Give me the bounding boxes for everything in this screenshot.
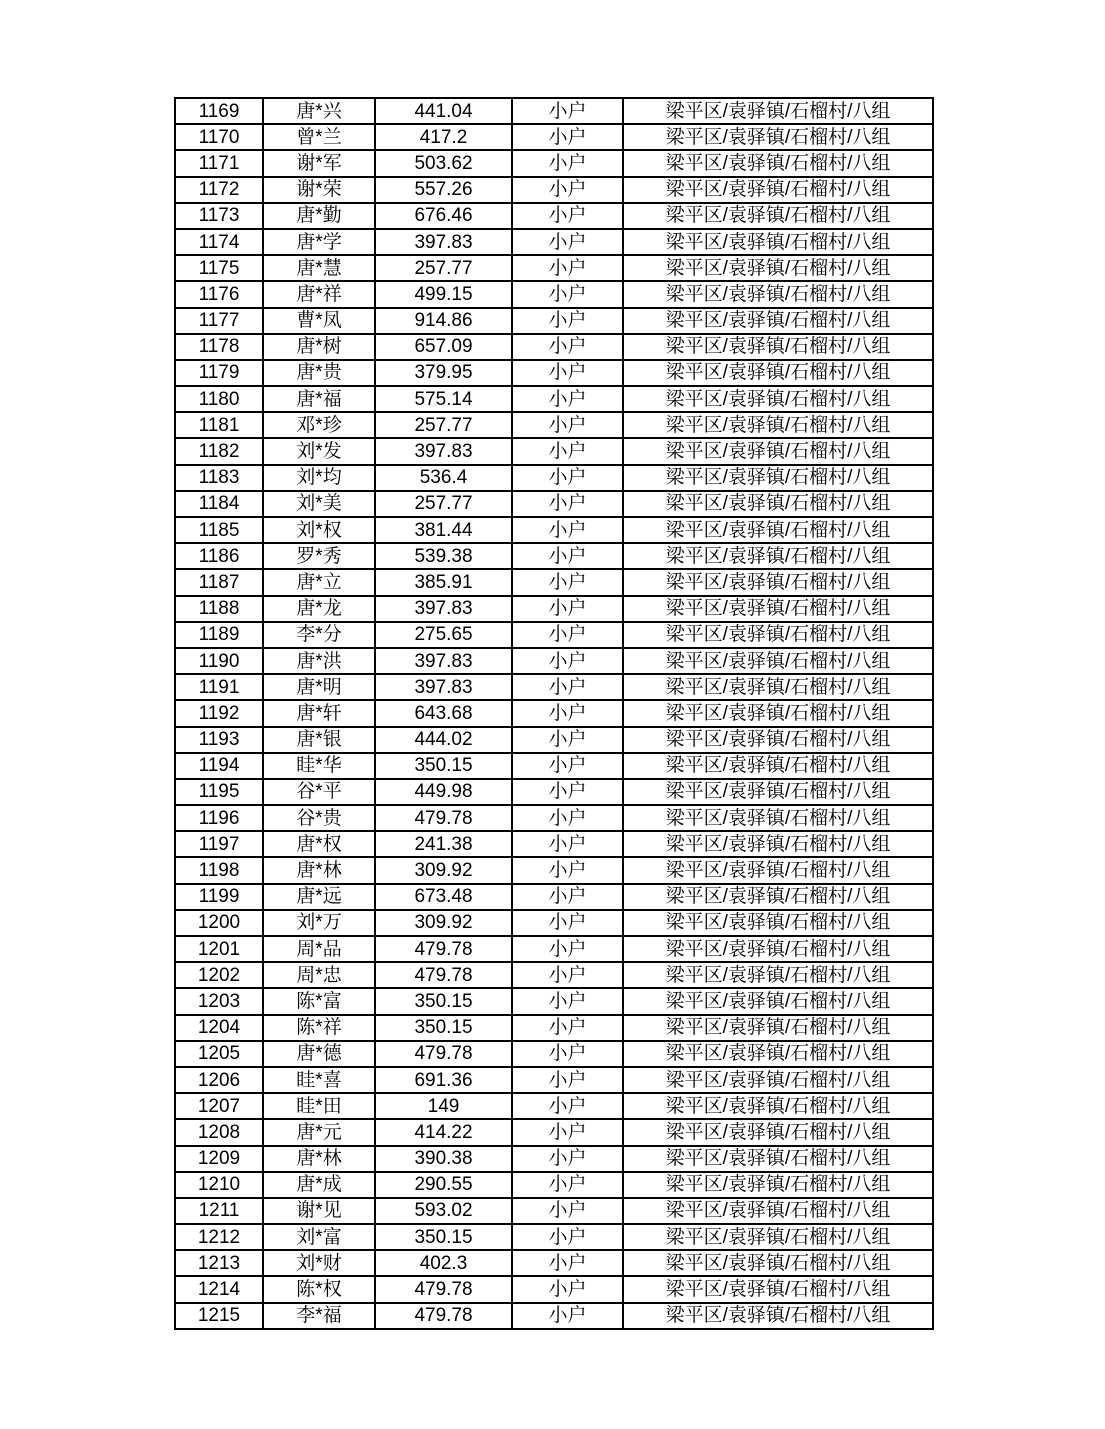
table-row [175, 203, 933, 229]
cell-region-path: 梁平区/袁驿镇/石榴村/八组 [623, 1067, 933, 1093]
cell-household-type: 小户 [512, 988, 623, 1014]
cell-household-type: 小户 [512, 727, 623, 753]
table-row [175, 438, 933, 464]
cell-masked-name: 唐*贵 [263, 360, 375, 386]
table-row [175, 517, 933, 543]
cell-household-type: 小户 [512, 281, 623, 307]
cell-amount: 676.46 [375, 203, 512, 229]
cell-masked-name: 曾*兰 [263, 124, 375, 150]
cell-household-type: 小户 [512, 1015, 623, 1041]
cell-amount: 499.15 [375, 281, 512, 307]
table-row [175, 884, 933, 910]
cell-amount: 539.38 [375, 543, 512, 569]
table-row [175, 229, 933, 255]
cell-serial-number: 1200 [175, 910, 263, 936]
cell-region-path: 梁平区/袁驿镇/石榴村/八组 [623, 569, 933, 595]
cell-serial-number: 1191 [175, 674, 263, 700]
cell-serial-number: 1188 [175, 596, 263, 622]
cell-masked-name: 周*品 [263, 936, 375, 962]
cell-household-type: 小户 [512, 648, 623, 674]
cell-amount: 479.78 [375, 1041, 512, 1067]
cell-serial-number: 1207 [175, 1093, 263, 1119]
cell-region-path: 梁平区/袁驿镇/石榴村/八组 [623, 465, 933, 491]
cell-masked-name: 李*分 [263, 622, 375, 648]
cell-serial-number: 1212 [175, 1224, 263, 1250]
table-row [175, 1119, 933, 1145]
cell-amount: 379.95 [375, 360, 512, 386]
cell-masked-name: 刘*财 [263, 1250, 375, 1276]
table-row [175, 910, 933, 936]
cell-masked-name: 唐*元 [263, 1119, 375, 1145]
cell-serial-number: 1215 [175, 1303, 263, 1329]
cell-serial-number: 1206 [175, 1067, 263, 1093]
cell-region-path: 梁平区/袁驿镇/石榴村/八组 [623, 962, 933, 988]
cell-household-type: 小户 [512, 203, 623, 229]
cell-masked-name: 唐*洪 [263, 648, 375, 674]
cell-masked-name: 刘*均 [263, 465, 375, 491]
cell-household-type: 小户 [512, 1041, 623, 1067]
cell-amount: 593.02 [375, 1198, 512, 1224]
cell-serial-number: 1201 [175, 936, 263, 962]
cell-amount: 397.83 [375, 229, 512, 255]
cell-serial-number: 1213 [175, 1250, 263, 1276]
table-row [175, 831, 933, 857]
cell-masked-name: 唐*学 [263, 229, 375, 255]
cell-household-type: 小户 [512, 150, 623, 176]
cell-serial-number: 1203 [175, 988, 263, 1014]
cell-region-path: 梁平区/袁驿镇/石榴村/八组 [623, 1041, 933, 1067]
cell-household-type: 小户 [512, 98, 623, 124]
cell-region-path: 梁平区/袁驿镇/石榴村/八组 [623, 753, 933, 779]
cell-amount: 557.26 [375, 177, 512, 203]
cell-amount: 503.62 [375, 150, 512, 176]
cell-household-type: 小户 [512, 360, 623, 386]
cell-masked-name: 唐*慧 [263, 255, 375, 281]
cell-household-type: 小户 [512, 1119, 623, 1145]
cell-masked-name: 唐*权 [263, 831, 375, 857]
cell-household-type: 小户 [512, 910, 623, 936]
cell-serial-number: 1184 [175, 491, 263, 517]
cell-amount: 479.78 [375, 1303, 512, 1329]
cell-masked-name: 唐*福 [263, 386, 375, 412]
cell-region-path: 梁平区/袁驿镇/石榴村/八组 [623, 229, 933, 255]
cell-serial-number: 1189 [175, 622, 263, 648]
cell-amount: 479.78 [375, 805, 512, 831]
cell-serial-number: 1180 [175, 386, 263, 412]
cell-region-path: 梁平区/袁驿镇/石榴村/八组 [623, 1198, 933, 1224]
cell-masked-name: 唐*轩 [263, 700, 375, 726]
cell-masked-name: 唐*树 [263, 334, 375, 360]
cell-serial-number: 1208 [175, 1119, 263, 1145]
cell-serial-number: 1192 [175, 700, 263, 726]
table-row [175, 1146, 933, 1172]
cell-amount: 309.92 [375, 910, 512, 936]
cell-household-type: 小户 [512, 569, 623, 595]
cell-masked-name: 陈*祥 [263, 1015, 375, 1041]
table-row [175, 1303, 933, 1329]
cell-amount: 275.65 [375, 622, 512, 648]
cell-region-path: 梁平区/袁驿镇/石榴村/八组 [623, 308, 933, 334]
cell-serial-number: 1194 [175, 753, 263, 779]
table-row [175, 988, 933, 1014]
cell-amount: 257.77 [375, 255, 512, 281]
cell-household-type: 小户 [512, 1224, 623, 1250]
cell-household-type: 小户 [512, 412, 623, 438]
cell-serial-number: 1175 [175, 255, 263, 281]
cell-masked-name: 刘*万 [263, 910, 375, 936]
table-row [175, 1224, 933, 1250]
cell-household-type: 小户 [512, 700, 623, 726]
table-row [175, 1015, 933, 1041]
cell-masked-name: 谢*见 [263, 1198, 375, 1224]
cell-serial-number: 1190 [175, 648, 263, 674]
cell-region-path: 梁平区/袁驿镇/石榴村/八组 [623, 596, 933, 622]
table-row [175, 255, 933, 281]
cell-region-path: 梁平区/袁驿镇/石榴村/八组 [623, 1224, 933, 1250]
cell-masked-name: 唐*远 [263, 884, 375, 910]
cell-region-path: 梁平区/袁驿镇/石榴村/八组 [623, 543, 933, 569]
cell-region-path: 梁平区/袁驿镇/石榴村/八组 [623, 936, 933, 962]
cell-masked-name: 眭*华 [263, 753, 375, 779]
cell-serial-number: 1193 [175, 727, 263, 753]
table-row [175, 360, 933, 386]
cell-masked-name: 刘*发 [263, 438, 375, 464]
table-row [175, 1041, 933, 1067]
cell-amount: 673.48 [375, 884, 512, 910]
cell-household-type: 小户 [512, 962, 623, 988]
table-row [175, 1093, 933, 1119]
cell-amount: 350.15 [375, 1224, 512, 1250]
cell-amount: 350.15 [375, 1015, 512, 1041]
cell-region-path: 梁平区/袁驿镇/石榴村/八组 [623, 255, 933, 281]
cell-region-path: 梁平区/袁驿镇/石榴村/八组 [623, 648, 933, 674]
cell-serial-number: 1174 [175, 229, 263, 255]
cell-serial-number: 1182 [175, 438, 263, 464]
table-row [175, 1276, 933, 1302]
cell-household-type: 小户 [512, 1303, 623, 1329]
cell-region-path: 梁平区/袁驿镇/石榴村/八组 [623, 884, 933, 910]
cell-region-path: 梁平区/袁驿镇/石榴村/八组 [623, 727, 933, 753]
cell-household-type: 小户 [512, 831, 623, 857]
cell-household-type: 小户 [512, 753, 623, 779]
cell-household-type: 小户 [512, 386, 623, 412]
table-row [175, 124, 933, 150]
cell-amount: 444.02 [375, 727, 512, 753]
table-row [175, 543, 933, 569]
cell-region-path: 梁平区/袁驿镇/石榴村/八组 [623, 674, 933, 700]
cell-masked-name: 唐*成 [263, 1172, 375, 1198]
cell-household-type: 小户 [512, 255, 623, 281]
cell-serial-number: 1185 [175, 517, 263, 543]
cell-amount: 479.78 [375, 962, 512, 988]
cell-household-type: 小户 [512, 465, 623, 491]
cell-amount: 350.15 [375, 988, 512, 1014]
cell-region-path: 梁平区/袁驿镇/石榴村/八组 [623, 1146, 933, 1172]
cell-masked-name: 唐*明 [263, 674, 375, 700]
table-row [175, 98, 933, 124]
cell-amount: 257.77 [375, 491, 512, 517]
cell-region-path: 梁平区/袁驿镇/石榴村/八组 [623, 622, 933, 648]
table-row [175, 857, 933, 883]
cell-household-type: 小户 [512, 308, 623, 334]
cell-masked-name: 陈*富 [263, 988, 375, 1014]
cell-household-type: 小户 [512, 1172, 623, 1198]
table-row [175, 412, 933, 438]
cell-household-type: 小户 [512, 1276, 623, 1302]
cell-masked-name: 刘*美 [263, 491, 375, 517]
cell-household-type: 小户 [512, 805, 623, 831]
cell-household-type: 小户 [512, 1093, 623, 1119]
cell-household-type: 小户 [512, 1250, 623, 1276]
cell-region-path: 梁平区/袁驿镇/石榴村/八组 [623, 281, 933, 307]
table-body [175, 98, 933, 1329]
table-row [175, 1172, 933, 1198]
table-row [175, 334, 933, 360]
cell-serial-number: 1210 [175, 1172, 263, 1198]
cell-household-type: 小户 [512, 517, 623, 543]
cell-amount: 390.38 [375, 1146, 512, 1172]
cell-serial-number: 1204 [175, 1015, 263, 1041]
table-row [175, 753, 933, 779]
cell-region-path: 梁平区/袁驿镇/石榴村/八组 [623, 1303, 933, 1329]
cell-masked-name: 刘*权 [263, 517, 375, 543]
cell-household-type: 小户 [512, 543, 623, 569]
cell-region-path: 梁平区/袁驿镇/石榴村/八组 [623, 1250, 933, 1276]
cell-region-path: 梁平区/袁驿镇/石榴村/八组 [623, 177, 933, 203]
table-row [175, 150, 933, 176]
cell-household-type: 小户 [512, 674, 623, 700]
cell-serial-number: 1196 [175, 805, 263, 831]
cell-amount: 657.09 [375, 334, 512, 360]
compensation-table [174, 97, 934, 1330]
cell-household-type: 小户 [512, 857, 623, 883]
cell-amount: 257.77 [375, 412, 512, 438]
table-row [175, 569, 933, 595]
cell-amount: 241.38 [375, 831, 512, 857]
cell-amount: 402.3 [375, 1250, 512, 1276]
cell-region-path: 梁平区/袁驿镇/石榴村/八组 [623, 150, 933, 176]
cell-amount: 350.15 [375, 753, 512, 779]
cell-masked-name: 周*忠 [263, 962, 375, 988]
cell-serial-number: 1202 [175, 962, 263, 988]
cell-region-path: 梁平区/袁驿镇/石榴村/八组 [623, 203, 933, 229]
cell-masked-name: 李*福 [263, 1303, 375, 1329]
cell-serial-number: 1209 [175, 1146, 263, 1172]
cell-masked-name: 陈*权 [263, 1276, 375, 1302]
cell-serial-number: 1197 [175, 831, 263, 857]
cell-region-path: 梁平区/袁驿镇/石榴村/八组 [623, 386, 933, 412]
cell-region-path: 梁平区/袁驿镇/石榴村/八组 [623, 1276, 933, 1302]
cell-amount: 479.78 [375, 936, 512, 962]
cell-household-type: 小户 [512, 124, 623, 150]
table-row [175, 962, 933, 988]
cell-household-type: 小户 [512, 1146, 623, 1172]
cell-household-type: 小户 [512, 936, 623, 962]
cell-masked-name: 唐*德 [263, 1041, 375, 1067]
cell-amount: 381.44 [375, 517, 512, 543]
cell-region-path: 梁平区/袁驿镇/石榴村/八组 [623, 334, 933, 360]
cell-serial-number: 1172 [175, 177, 263, 203]
cell-household-type: 小户 [512, 779, 623, 805]
cell-masked-name: 唐*银 [263, 727, 375, 753]
cell-region-path: 梁平区/袁驿镇/石榴村/八组 [623, 1015, 933, 1041]
cell-serial-number: 1195 [175, 779, 263, 805]
cell-serial-number: 1181 [175, 412, 263, 438]
cell-serial-number: 1171 [175, 150, 263, 176]
cell-amount: 309.92 [375, 857, 512, 883]
cell-amount: 385.91 [375, 569, 512, 595]
cell-serial-number: 1179 [175, 360, 263, 386]
cell-amount: 397.83 [375, 674, 512, 700]
cell-masked-name: 唐*立 [263, 569, 375, 595]
cell-household-type: 小户 [512, 1067, 623, 1093]
table-row [175, 700, 933, 726]
cell-amount: 914.86 [375, 308, 512, 334]
table-row [175, 465, 933, 491]
cell-region-path: 梁平区/袁驿镇/石榴村/八组 [623, 988, 933, 1014]
cell-serial-number: 1214 [175, 1276, 263, 1302]
cell-household-type: 小户 [512, 177, 623, 203]
cell-masked-name: 唐*勤 [263, 203, 375, 229]
cell-region-path: 梁平区/袁驿镇/石榴村/八组 [623, 438, 933, 464]
cell-serial-number: 1211 [175, 1198, 263, 1224]
cell-region-path: 梁平区/袁驿镇/石榴村/八组 [623, 857, 933, 883]
cell-amount: 397.83 [375, 438, 512, 464]
cell-household-type: 小户 [512, 596, 623, 622]
cell-household-type: 小户 [512, 229, 623, 255]
cell-region-path: 梁平区/袁驿镇/石榴村/八组 [623, 1119, 933, 1145]
table-row [175, 386, 933, 412]
cell-region-path: 梁平区/袁驿镇/石榴村/八组 [623, 124, 933, 150]
cell-serial-number: 1170 [175, 124, 263, 150]
table-row [175, 491, 933, 517]
cell-serial-number: 1177 [175, 308, 263, 334]
cell-masked-name: 邓*珍 [263, 412, 375, 438]
cell-serial-number: 1187 [175, 569, 263, 595]
cell-region-path: 梁平区/袁驿镇/石榴村/八组 [623, 700, 933, 726]
cell-masked-name: 罗*秀 [263, 543, 375, 569]
cell-household-type: 小户 [512, 334, 623, 360]
cell-masked-name: 眭*喜 [263, 1067, 375, 1093]
table-row [175, 1198, 933, 1224]
cell-masked-name: 谷*平 [263, 779, 375, 805]
table-row [175, 308, 933, 334]
cell-amount: 441.04 [375, 98, 512, 124]
cell-serial-number: 1199 [175, 884, 263, 910]
cell-household-type: 小户 [512, 884, 623, 910]
cell-region-path: 梁平区/袁驿镇/石榴村/八组 [623, 491, 933, 517]
cell-household-type: 小户 [512, 1198, 623, 1224]
table-row [175, 281, 933, 307]
cell-masked-name: 唐*兴 [263, 98, 375, 124]
cell-amount: 290.55 [375, 1172, 512, 1198]
cell-amount: 643.68 [375, 700, 512, 726]
table-row [175, 1067, 933, 1093]
cell-masked-name: 曹*凤 [263, 308, 375, 334]
cell-household-type: 小户 [512, 438, 623, 464]
cell-region-path: 梁平区/袁驿镇/石榴村/八组 [623, 1172, 933, 1198]
cell-masked-name: 谷*贵 [263, 805, 375, 831]
table-row [175, 177, 933, 203]
cell-masked-name: 唐*林 [263, 1146, 375, 1172]
table-row [175, 1250, 933, 1276]
cell-serial-number: 1183 [175, 465, 263, 491]
cell-masked-name: 刘*富 [263, 1224, 375, 1250]
cell-household-type: 小户 [512, 622, 623, 648]
cell-region-path: 梁平区/袁驿镇/石榴村/八组 [623, 1093, 933, 1119]
cell-region-path: 梁平区/袁驿镇/石榴村/八组 [623, 831, 933, 857]
cell-amount: 417.2 [375, 124, 512, 150]
cell-masked-name: 唐*祥 [263, 281, 375, 307]
cell-region-path: 梁平区/袁驿镇/石榴村/八组 [623, 779, 933, 805]
cell-serial-number: 1176 [175, 281, 263, 307]
cell-region-path: 梁平区/袁驿镇/石榴村/八组 [623, 412, 933, 438]
cell-masked-name: 唐*林 [263, 857, 375, 883]
cell-household-type: 小户 [512, 491, 623, 517]
cell-amount: 575.14 [375, 386, 512, 412]
cell-masked-name: 谢*军 [263, 150, 375, 176]
table-row [175, 596, 933, 622]
cell-serial-number: 1205 [175, 1041, 263, 1067]
cell-region-path: 梁平区/袁驿镇/石榴村/八组 [623, 98, 933, 124]
cell-amount: 691.36 [375, 1067, 512, 1093]
table-row [175, 674, 933, 700]
table-row [175, 622, 933, 648]
cell-serial-number: 1178 [175, 334, 263, 360]
table-row [175, 727, 933, 753]
table-row [175, 936, 933, 962]
cell-amount: 149 [375, 1093, 512, 1119]
cell-region-path: 梁平区/袁驿镇/石榴村/八组 [623, 517, 933, 543]
cell-amount: 479.78 [375, 1276, 512, 1302]
cell-serial-number: 1198 [175, 857, 263, 883]
cell-region-path: 梁平区/袁驿镇/石榴村/八组 [623, 360, 933, 386]
table-row [175, 805, 933, 831]
cell-amount: 397.83 [375, 648, 512, 674]
cell-serial-number: 1169 [175, 98, 263, 124]
cell-serial-number: 1186 [175, 543, 263, 569]
table-row [175, 648, 933, 674]
cell-amount: 414.22 [375, 1119, 512, 1145]
cell-region-path: 梁平区/袁驿镇/石榴村/八组 [623, 910, 933, 936]
cell-serial-number: 1173 [175, 203, 263, 229]
cell-amount: 397.83 [375, 596, 512, 622]
cell-masked-name: 眭*田 [263, 1093, 375, 1119]
cell-masked-name: 谢*荣 [263, 177, 375, 203]
cell-amount: 536.4 [375, 465, 512, 491]
table-row [175, 779, 933, 805]
cell-masked-name: 唐*龙 [263, 596, 375, 622]
cell-region-path: 梁平区/袁驿镇/石榴村/八组 [623, 805, 933, 831]
cell-amount: 449.98 [375, 779, 512, 805]
